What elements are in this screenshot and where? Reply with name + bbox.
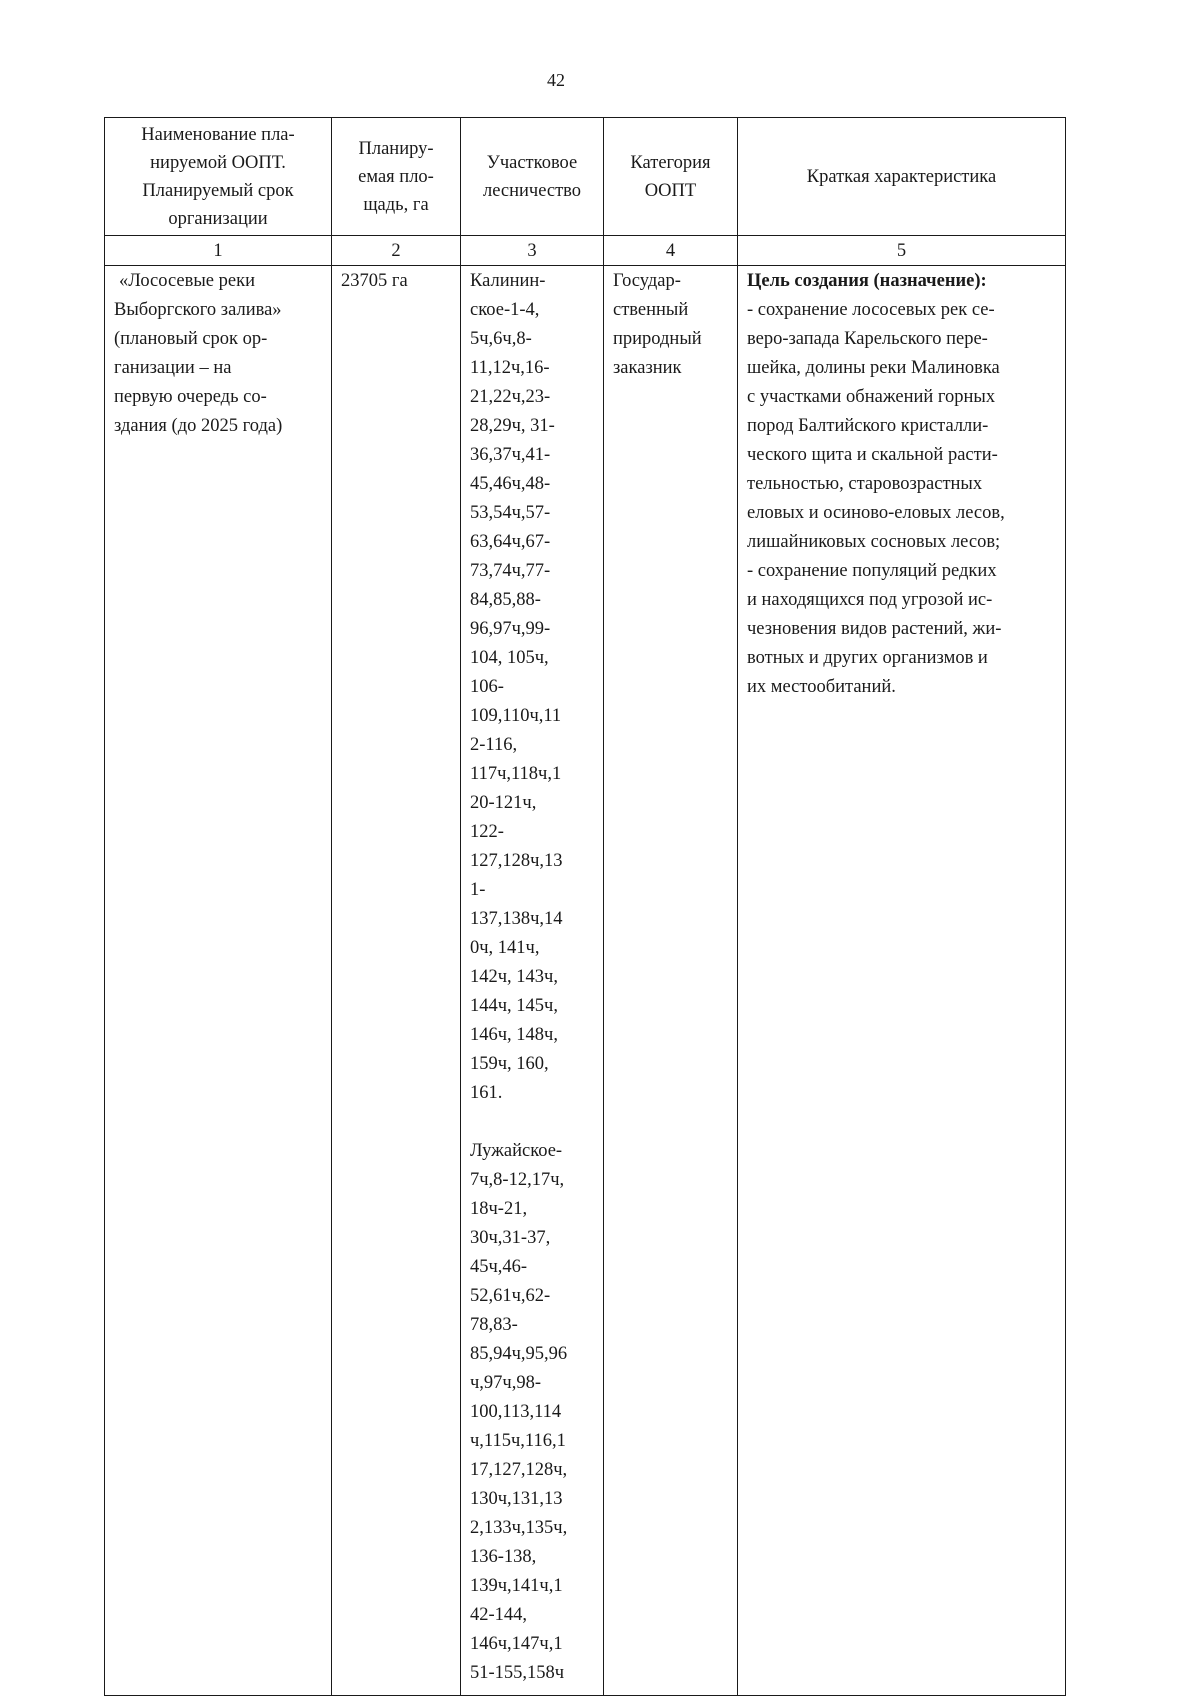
text-line: 5ч,6ч,8- xyxy=(470,329,532,349)
planned-area-cell: 23705 га xyxy=(332,266,461,1696)
text-line: 21,22ч,23- xyxy=(470,387,551,407)
text-line: 11,12ч,16- xyxy=(470,358,550,378)
goal-title: Цель создания (назначение): xyxy=(747,271,987,291)
text-line: 106- xyxy=(470,677,504,697)
text-line: 127,128ч,13 xyxy=(470,851,563,871)
forestry-kalininskoe-list xyxy=(470,267,594,1108)
text-line: шейка, долины реки Малиновка xyxy=(747,358,1000,378)
page-number: 42 xyxy=(547,70,565,90)
text-line: 45,46ч,48- xyxy=(470,474,551,494)
table-row xyxy=(105,266,1066,1696)
text-line: ское-1-4, xyxy=(470,300,540,320)
text-line: 53,54ч,57- xyxy=(470,503,551,523)
text-line: 159ч, 160, xyxy=(470,1054,549,1074)
text-line: тельностью, старовозрастных xyxy=(747,474,983,494)
text-line: 2,133ч,135ч, xyxy=(470,1518,568,1538)
text-line: 146ч,147ч,1 xyxy=(470,1634,563,1654)
header-name-and-term: Наименование пла- нируемой ООПТ. Планируемый срок организации xyxy=(105,118,332,236)
oopt-table xyxy=(104,117,1066,1696)
text-line: ческого щита и скальной расти- xyxy=(747,445,998,465)
text-line: Лужайское- xyxy=(470,1141,563,1161)
text-line: их местообитаний. xyxy=(747,677,896,697)
text-line: чезновения видов растений, жи- xyxy=(747,619,1002,639)
oopt-name-cell: «Лососевые реки Выборгского залива» (плановый срок ор- ганизации – на первую очередь со- здания (до 2025 года) xyxy=(105,266,332,1696)
text-line: 1- xyxy=(470,880,486,900)
text-line: 2-116, xyxy=(470,735,518,755)
text-line: 78,83- xyxy=(470,1315,518,1335)
column-number-row xyxy=(105,236,1066,266)
text-line: 0ч, 141ч, xyxy=(470,938,540,958)
header-forestry: Участковое лесничество xyxy=(461,118,604,236)
header-planned-area: Планиру- емая пло- щадь, га xyxy=(332,118,461,236)
text-line: веро-запада Карельского пере- xyxy=(747,329,988,349)
text-line: 161. xyxy=(470,1083,503,1103)
text-line: 63,64ч,67- xyxy=(470,532,551,552)
text-line: - сохранение популяций редких xyxy=(747,561,997,581)
text-line: 17,127,128ч, xyxy=(470,1460,568,1480)
text-line: 18ч-21, xyxy=(470,1199,528,1219)
text-line: 85,94ч,95,96 xyxy=(470,1344,568,1364)
text-line: 122- xyxy=(470,822,504,842)
text-line: 36,37ч,41- xyxy=(470,445,551,465)
text-line: ч,97ч,98- xyxy=(470,1373,542,1393)
forestry-cell xyxy=(461,266,604,1696)
text-line: 117ч,118ч,1 xyxy=(470,764,562,784)
column-number: 5 xyxy=(738,236,1066,266)
forestry-luzhayskoe-list xyxy=(470,1137,594,1688)
column-number: 4 xyxy=(604,236,738,266)
text-line: 84,85,88- xyxy=(470,590,541,610)
text-line: вотных и других организмов и xyxy=(747,648,988,668)
text-line: 109,110ч,11 xyxy=(470,706,562,726)
text-line: 144ч, 145ч, xyxy=(470,996,558,1016)
text-line: еловых и осиново-еловых лесов, xyxy=(747,503,1005,523)
paragraph-gap xyxy=(470,1108,594,1137)
text-line: 7ч,8-12,17ч, xyxy=(470,1170,565,1190)
text-line: ч,115ч,116,1 xyxy=(470,1431,566,1451)
column-number: 1 xyxy=(105,236,332,266)
category-cell: Государ- ственный природный заказник xyxy=(604,266,738,1696)
text-line: 142ч, 143ч, xyxy=(470,967,558,987)
text-line: лишайниковых сосновых лесов; xyxy=(747,532,1001,552)
text-line: с участками обнажений горных xyxy=(747,387,996,407)
text-line: 73,74ч,77- xyxy=(470,561,551,581)
text-line: 28,29ч, 31- xyxy=(470,416,555,436)
text-line: 45ч,46- xyxy=(470,1257,528,1277)
characteristic-cell xyxy=(738,266,1066,1696)
characteristic-text xyxy=(747,296,1056,702)
text-line: 52,61ч,62- xyxy=(470,1286,551,1306)
text-line: 51-155,158ч xyxy=(470,1663,565,1683)
text-line: 130ч,131,13 xyxy=(470,1489,563,1509)
text-line: 146ч, 148ч, xyxy=(470,1025,558,1045)
text-line: 136-138, xyxy=(470,1547,537,1567)
text-line: пород Балтийского кристалли- xyxy=(747,416,989,436)
text-line: 139ч,141ч,1 xyxy=(470,1576,563,1596)
text-line: 30ч,31-37, xyxy=(470,1228,551,1248)
text-line: и находящихся под угрозой ис- xyxy=(747,590,993,610)
text-line: 137,138ч,14 xyxy=(470,909,563,929)
column-number: 3 xyxy=(461,236,604,266)
column-number: 2 xyxy=(332,236,461,266)
text-line: 104, 105ч, xyxy=(470,648,549,668)
text-line: 42-144, xyxy=(470,1605,528,1625)
text-line: 96,97ч,99- xyxy=(470,619,551,639)
header-category: Категория ООПТ xyxy=(604,118,738,236)
text-line: 100,113,114 xyxy=(470,1402,562,1422)
text-line: Калинин- xyxy=(470,271,546,291)
text-line: 20-121ч, xyxy=(470,793,537,813)
text-line: - сохранение лососевых рек се- xyxy=(747,300,995,320)
header-characteristic: Краткая характеристика xyxy=(738,118,1066,236)
table-header-row xyxy=(105,118,1066,236)
